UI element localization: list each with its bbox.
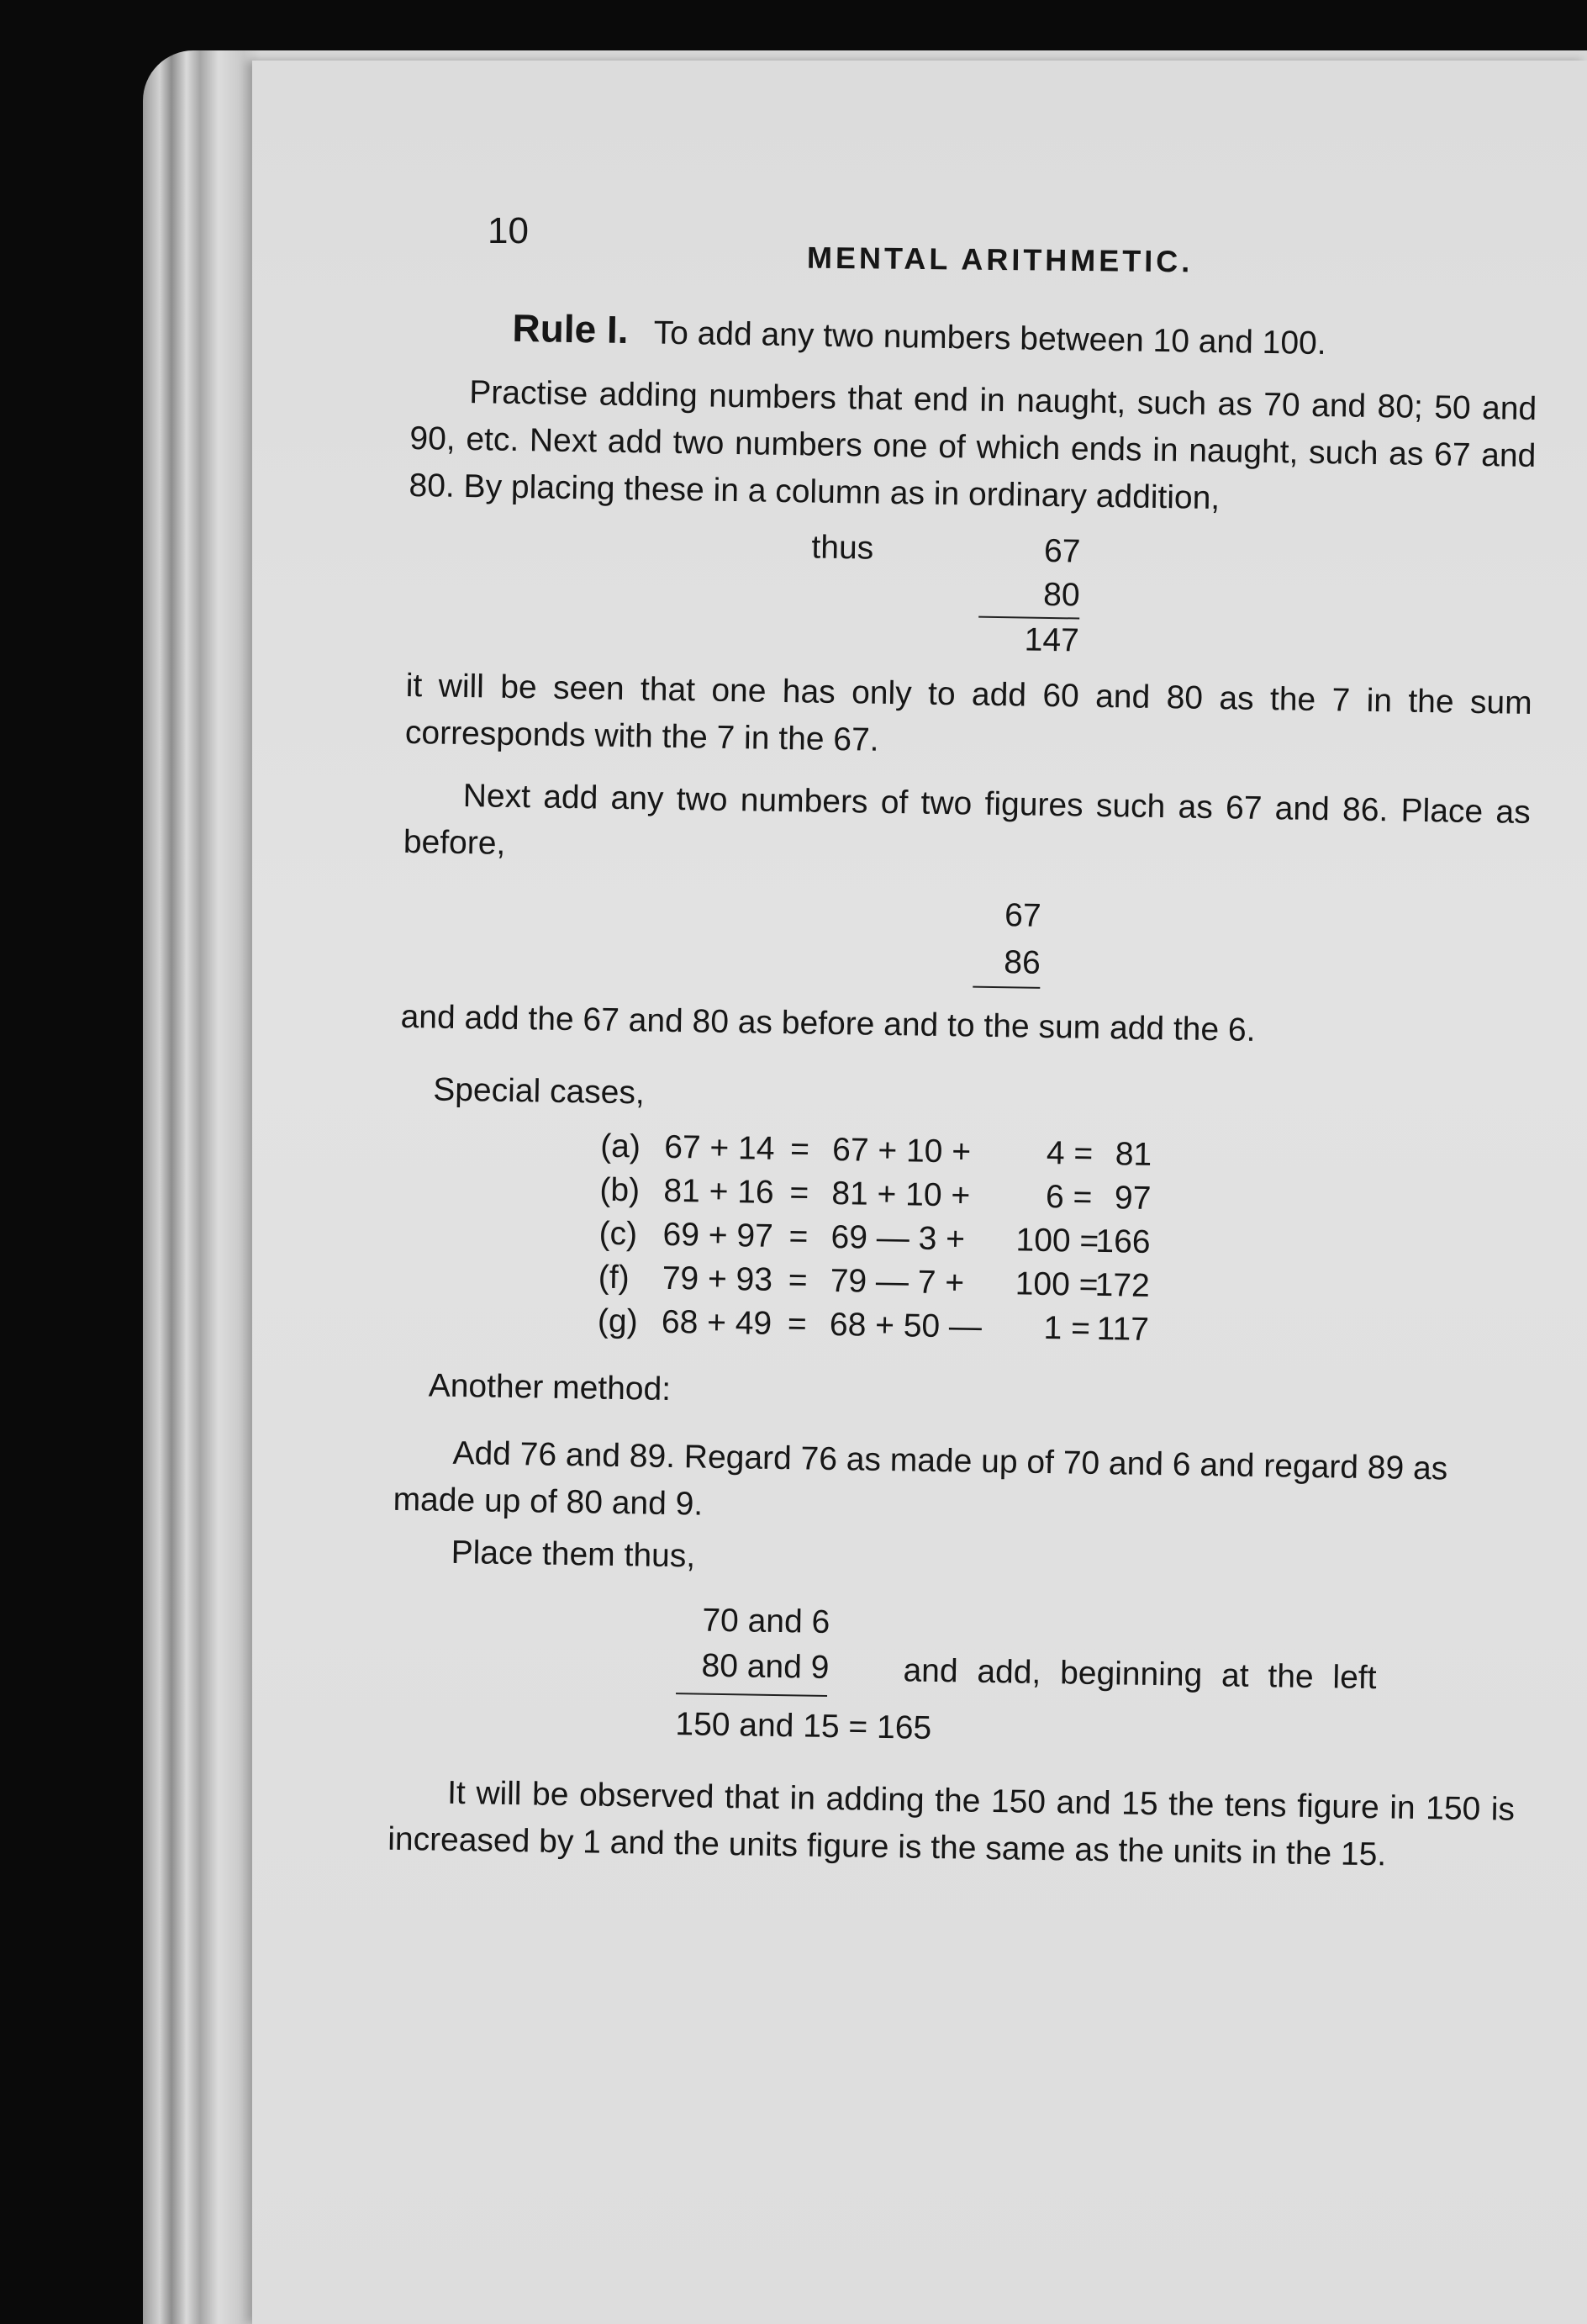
sum-67-80 [406, 520, 1534, 670]
sum1-addend-b: 80 [978, 573, 1080, 620]
paragraph-4: and add the 67 and 80 as before and to the sum add the 6. [400, 998, 1256, 1048]
case-right: 4 = [1046, 1134, 1094, 1172]
case-equals: = [788, 1218, 809, 1255]
case-label: (b) [599, 1171, 641, 1209]
sum2-addend-a: 67 [1004, 897, 1041, 934]
case-equals: = [787, 1306, 808, 1343]
case-row [598, 1300, 1237, 1354]
case-right: 100 = [1015, 1265, 1099, 1303]
case-result: 97 [1114, 1180, 1152, 1217]
thus-label: thus [811, 529, 874, 567]
case-lhs: 81 + 16 [663, 1172, 774, 1211]
case-equals: = [788, 1262, 808, 1299]
case-result: 81 [1115, 1136, 1152, 1173]
sum3-line-2: 80 and 9 [701, 1647, 830, 1686]
case-label: (c) [598, 1215, 638, 1253]
place-them-line: Place them thus, [451, 1534, 696, 1575]
sum3-rule [676, 1693, 827, 1697]
case-label: (g) [597, 1302, 639, 1340]
case-right: 100 = [1015, 1222, 1099, 1260]
case-right: 1 = [1043, 1309, 1091, 1347]
case-middle: 67 + 10 + [831, 1131, 972, 1170]
case-middle: 79 — 7 + [830, 1262, 965, 1302]
case-lhs: 68 + 49 [661, 1303, 772, 1342]
paragraph-2: it will be seen that one has only to add 60 and 80 as the 7 in the sum corresponds with the 7 in the 67. [404, 667, 1533, 758]
case-equals: = [789, 1175, 809, 1212]
another-method-heading: Another method: [428, 1367, 672, 1408]
rule-text: To add any two numbers between 10 and 100. [653, 314, 1326, 362]
sum3-total: 150 and 15 = 165 [675, 1706, 932, 1746]
paragraph-6: It will be observed that in adding the 150 and 15 the tens figure in 150 is increased by 1 and the units figure is the same as the units in the 15. [387, 1774, 1516, 1873]
special-cases-list [598, 1125, 1240, 1354]
sum-76-89 [675, 1597, 1518, 1770]
page-number: 10 [488, 210, 529, 251]
case-lhs: 79 + 93 [662, 1260, 773, 1298]
sum3-line-1: 70 and 6 [702, 1602, 830, 1641]
case-middle: 81 + 10 + [831, 1175, 971, 1214]
sum1-total: 147 [1024, 621, 1080, 659]
case-label: (f) [598, 1259, 630, 1297]
case-result: 166 [1095, 1223, 1151, 1260]
sum1-addend-a: 67 [1043, 532, 1081, 570]
sum2-addend-b: 86 [973, 939, 1041, 989]
case-lhs: 69 + 97 [662, 1216, 774, 1254]
case-result: 117 [1096, 1310, 1150, 1348]
case-middle: 68 + 50 — [829, 1306, 983, 1345]
case-equals: = [789, 1131, 810, 1168]
special-cases-heading: Special cases, [432, 1071, 646, 1112]
paragraph-5: Add 76 and 89. Regard 76 as made up of 70 and 6 and regard 89 as made up of 80 and 9. [393, 1434, 1448, 1523]
running-head: MENTAL ARITHMETIC. [806, 240, 1194, 279]
case-label: (a) [599, 1128, 641, 1165]
case-result: 172 [1094, 1266, 1151, 1304]
paragraph-3: Next add any two numbers of two figures such as 67 and 86. Place as before, [403, 778, 1531, 862]
page-header [488, 210, 1227, 277]
case-right: 6 = [1045, 1178, 1093, 1216]
page-body [388, 303, 1538, 1881]
case-lhs: 67 + 14 [663, 1128, 775, 1167]
paragraph-1: Practise adding numbers that end in naught, such as 70 and 80; 50 and 90, etc. Next add two numbers one of which ends in naught, such as 67 and 80. By placing these in a column as in ordinary addition, [409, 374, 1537, 517]
case-middle: 69 — 3 + [830, 1218, 966, 1258]
sum3-side-note: and add, beginning at the left [903, 1652, 1377, 1697]
rule-label: Rule I. [512, 305, 629, 352]
sum-67-86 [973, 892, 1041, 989]
